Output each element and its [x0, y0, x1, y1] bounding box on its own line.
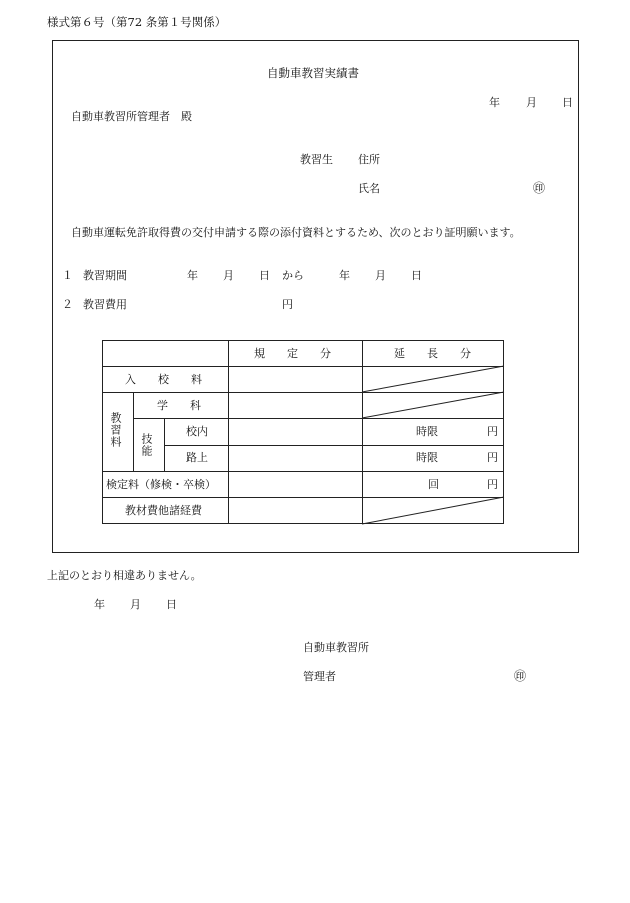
time-label-on-site: 時限 [416, 425, 438, 438]
yen-exam: 円 [487, 478, 498, 491]
table-col-rule-group [133, 392, 134, 471]
item1-label: 教習期間 [83, 269, 127, 282]
form-label: 様式第６号（第72 条第１号関係） [47, 15, 227, 29]
strike-academic [362, 392, 504, 418]
confirmation-text: 上記のとおり相違ありません。 [47, 569, 202, 582]
header-regular: 規 定 分 [254, 347, 331, 360]
row-exam-fee: 検定料（修検・卒検） [106, 478, 216, 491]
bottom-date-day: 日 [166, 598, 177, 611]
bottom-date-month: 月 [130, 598, 141, 611]
row-on-road: 路上 [186, 451, 208, 464]
school-label: 自動車教習所 [303, 641, 369, 654]
date-year: 年 [489, 96, 500, 109]
item1-day2: 日 [411, 269, 422, 282]
item1-month2: 月 [375, 269, 386, 282]
table-col-rule-1 [228, 340, 229, 524]
item1-month1: 月 [223, 269, 234, 282]
time-label-on-road: 時限 [416, 451, 438, 464]
group-tuition: 教習料 [109, 412, 122, 448]
item2-yen: 円 [282, 298, 293, 311]
address-label: 住所 [358, 153, 380, 166]
strike-admission [362, 366, 504, 392]
strike-materials [362, 497, 504, 524]
count-label: 回 [428, 478, 439, 491]
seal-mark: ㊞ [533, 181, 546, 195]
name-label: 氏名 [358, 182, 380, 195]
table-rule-on-road [102, 471, 504, 472]
date-day: 日 [562, 96, 573, 109]
yen-on-site: 円 [487, 425, 498, 438]
row-on-site: 校内 [186, 425, 208, 438]
item1-year1: 年 [187, 269, 198, 282]
statement-text: 自動車運転免許取得費の交付申請する際の添付資料とするため、次のとおり証明願います。 [71, 226, 521, 239]
addressee: 自動車教習所管理者 殿 [71, 110, 192, 123]
manager-label: 管理者 [303, 670, 336, 683]
row-academic: 学 科 [157, 399, 201, 412]
item2-number: ２ [62, 298, 73, 311]
manager-seal: ㊞ [514, 669, 527, 683]
item1-number: １ [62, 269, 73, 282]
header-extension: 延 長 分 [394, 347, 471, 360]
item1-year2: 年 [339, 269, 350, 282]
item1-from: から [282, 269, 304, 282]
date-month: 月 [526, 96, 537, 109]
subgroup-skill: 技能 [140, 433, 153, 457]
table-col-rule-subgroup [164, 418, 165, 471]
item1-day1: 日 [259, 269, 270, 282]
student-label: 教習生 [300, 153, 333, 166]
yen-on-road: 円 [487, 451, 498, 464]
document-title: 自動車教習実績書 [267, 66, 359, 80]
bottom-date-year: 年 [94, 598, 105, 611]
item2-label: 教習費用 [83, 298, 127, 311]
row-materials: 教材費他諸経費 [125, 504, 202, 517]
table-rule-academic [133, 418, 504, 419]
table-rule-on-site [164, 445, 504, 446]
row-admission: 入 校 料 [125, 373, 202, 386]
